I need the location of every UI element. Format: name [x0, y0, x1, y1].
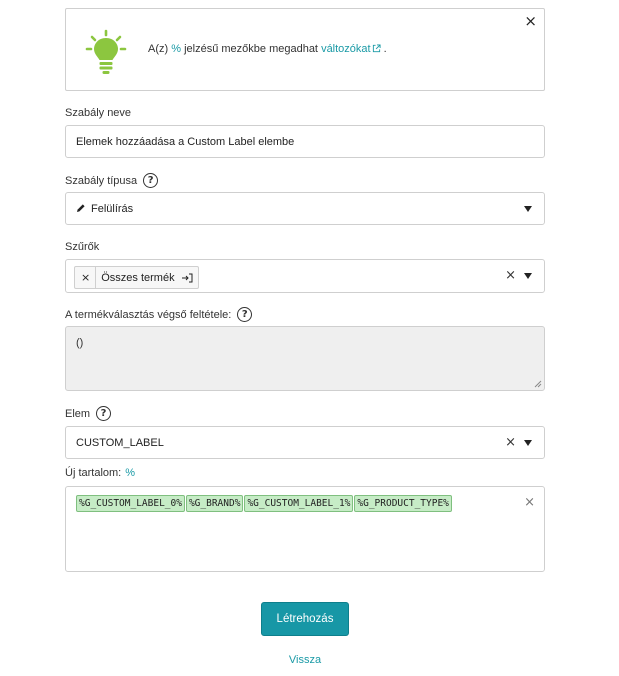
- back-link-wrapper: [0, 654, 610, 666]
- info-text-before: A(z): [148, 43, 169, 55]
- filter-tag[interactable]: [74, 266, 199, 289]
- external-link-icon: [372, 44, 381, 53]
- clear-element-icon[interactable]: ×: [505, 434, 516, 450]
- variable-chip[interactable]: %G_PRODUCT_TYPE%: [354, 495, 452, 512]
- rule-type-select[interactable]: [65, 192, 545, 225]
- filters-label: [65, 241, 99, 253]
- enter-icon[interactable]: [181, 273, 193, 283]
- final-condition-value: (): [76, 337, 84, 349]
- rule-type-selected[interactable]: [76, 203, 133, 215]
- element-label-text: Elem: [65, 407, 91, 420]
- info-text-middle: jelzésű mezőkbe megadhat: [184, 43, 318, 55]
- info-text: [148, 43, 387, 55]
- dropdown-arrow-icon[interactable]: [524, 206, 532, 212]
- rule-name-value[interactable]: Elemek hozzáadása a Custom Label elembe: [76, 135, 295, 148]
- variable-chip[interactable]: %G_BRAND%: [186, 495, 243, 512]
- variable-chip[interactable]: %G_CUSTOM_LABEL_1%: [244, 495, 353, 512]
- rule-name-input[interactable]: [65, 125, 545, 158]
- final-condition-label-text: A termékválasztás végső feltétele:: [65, 308, 232, 321]
- dropdown-arrow-icon[interactable]: [524, 440, 532, 446]
- rule-name-label: [65, 107, 131, 119]
- final-condition-textarea: [65, 326, 545, 391]
- create-button-label[interactable]: Létrehozás: [276, 613, 334, 625]
- filter-tag-label: Összes termék: [101, 271, 175, 284]
- new-content-editor[interactable]: [65, 486, 545, 572]
- element-select[interactable]: [65, 426, 545, 459]
- percent-variables-link[interactable]: %: [125, 467, 136, 479]
- help-icon[interactable]: ?: [96, 406, 111, 421]
- info-text-after: .: [383, 43, 387, 55]
- help-icon[interactable]: ?: [143, 173, 158, 188]
- create-button[interactable]: [261, 602, 349, 636]
- variable-chips: [76, 495, 453, 512]
- new-content-label-text: Új tartalom:: [65, 467, 122, 479]
- variables-info-box: [65, 8, 545, 91]
- clear-content-icon[interactable]: ×: [524, 495, 535, 510]
- back-link[interactable]: Vissza: [288, 654, 322, 666]
- lightbulb-icon: [84, 29, 128, 77]
- percent-symbol: %: [171, 43, 182, 55]
- help-icon[interactable]: ?: [237, 307, 252, 322]
- dropdown-arrow-icon[interactable]: [524, 273, 532, 279]
- pencil-icon: [76, 203, 86, 213]
- tag-remove-icon[interactable]: ×: [75, 267, 96, 288]
- rule-type-value[interactable]: Felülírás: [91, 202, 134, 215]
- rule-name-label-text: Szabály neve: [65, 107, 132, 119]
- resize-grip-icon[interactable]: [534, 380, 542, 388]
- new-content-label: [65, 467, 135, 479]
- element-value[interactable]: CUSTOM_LABEL: [76, 436, 164, 449]
- filters-label-text: Szűrők: [65, 241, 100, 253]
- filters-select[interactable]: [65, 259, 545, 293]
- variables-link-text[interactable]: változókat: [321, 43, 371, 55]
- final-condition-label: [65, 307, 252, 322]
- variable-chip[interactable]: %G_CUSTOM_LABEL_0%: [76, 495, 185, 512]
- element-label: [65, 406, 111, 421]
- rule-type-label: [65, 173, 158, 188]
- close-icon[interactable]: ×: [524, 12, 537, 30]
- clear-filters-icon[interactable]: ×: [505, 268, 516, 284]
- variables-link[interactable]: [321, 43, 381, 55]
- rule-type-label-text: Szabály típusa: [65, 174, 138, 187]
